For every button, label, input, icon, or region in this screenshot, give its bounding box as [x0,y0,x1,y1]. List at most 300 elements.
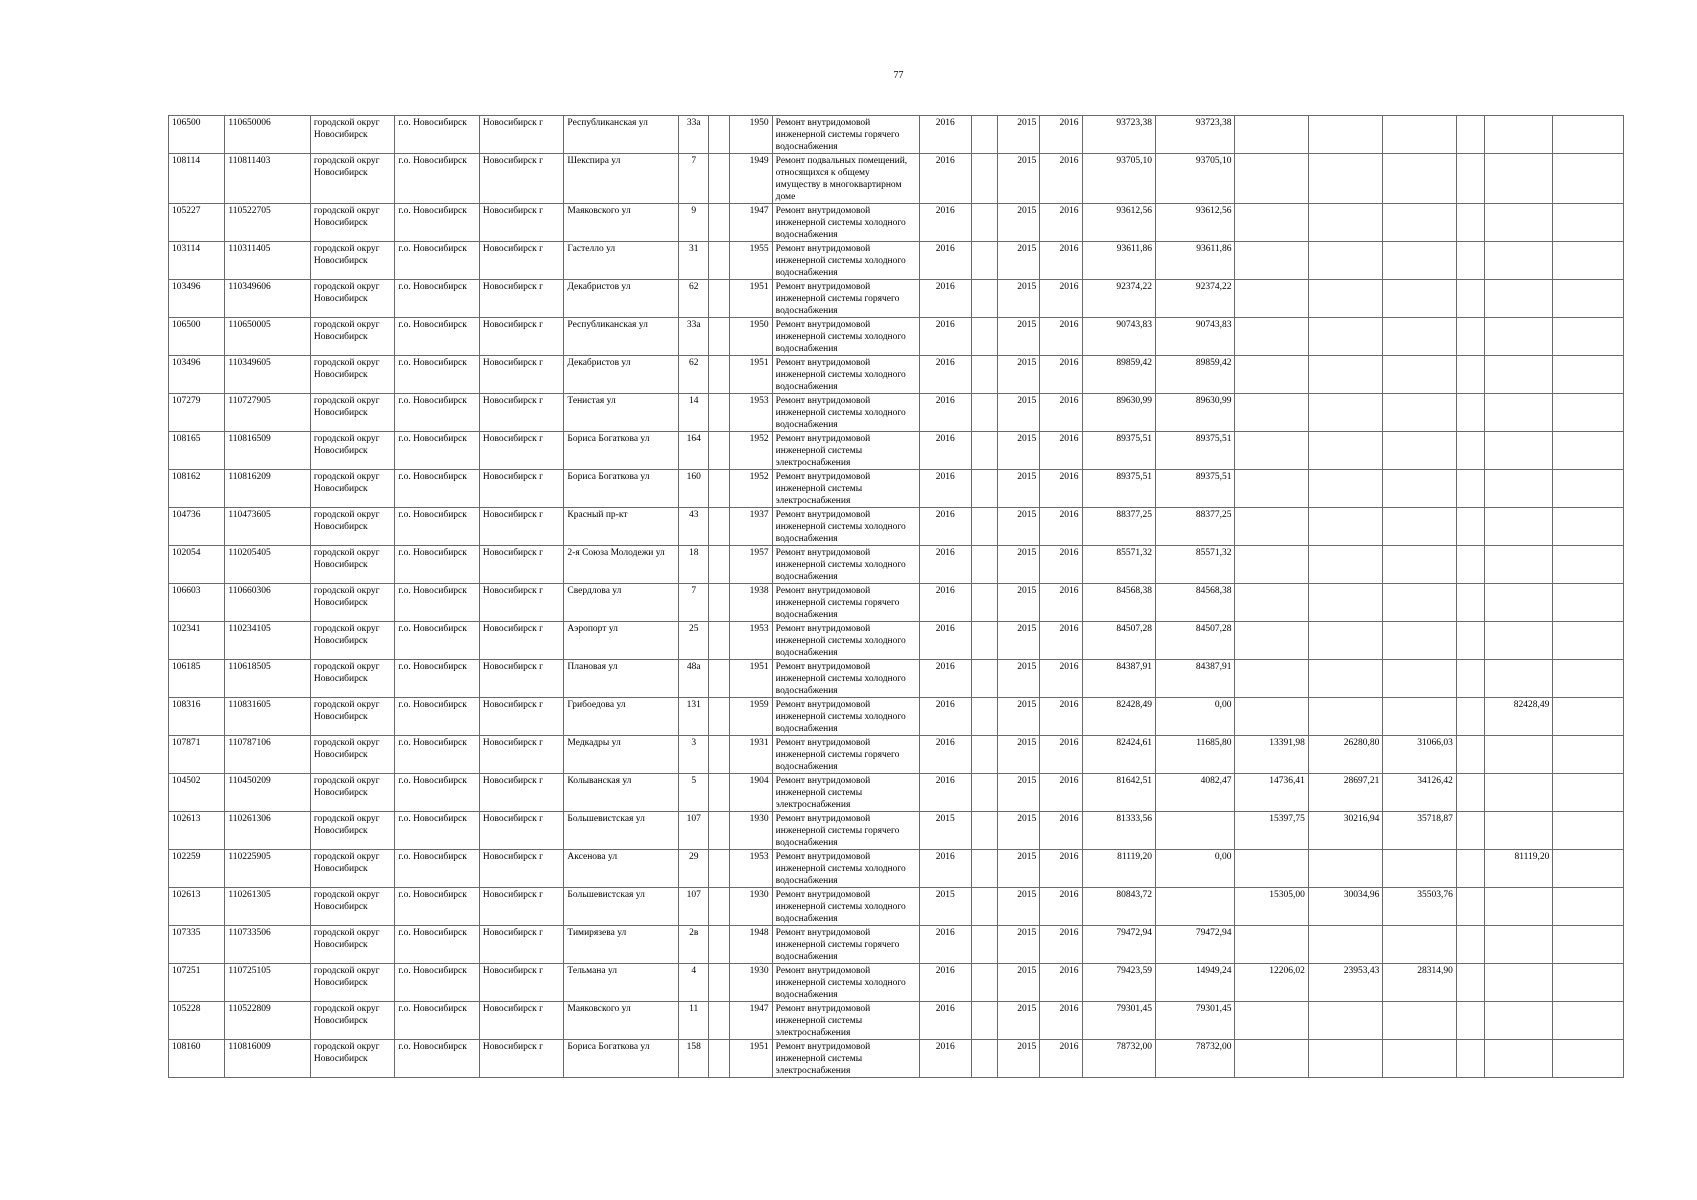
cell-blank-col-2 [1456,508,1484,546]
cell-budget-amount-2 [1308,116,1382,154]
cell-total-cost: 89375,51 [1082,432,1155,470]
cell-municipality: городской округ Новосибирск [310,584,395,622]
cell-extra-col [1553,584,1624,622]
cell-municipality: городской округ Новосибирск [310,116,395,154]
cell-build-year: 1948 [730,926,772,964]
cell-building-letter [709,280,730,318]
cell-plan-year: 2016 [919,546,971,584]
cell-budget-amount-2 [1308,584,1382,622]
cell-budget-amount-1 [1235,356,1308,394]
cell-build-year: 1951 [730,660,772,698]
cell-municipality: городской округ Новосибирск [310,660,395,698]
cell-build-year: 1951 [730,356,772,394]
cell-extra-col [1553,546,1624,584]
cell-period-end: 2016 [1040,116,1082,154]
cell-street: Декабристов ул [564,356,679,394]
cell-building-letter [709,204,730,242]
cell-fund-amount: 93705,10 [1155,154,1234,204]
cell-extra-col [1553,964,1624,1002]
table-row [169,926,1624,964]
cell-budget-amount-3 [1383,318,1456,356]
cell-blank-col-2 [1456,584,1484,622]
cell-budget-amount-3 [1383,204,1456,242]
cell-work-type: Ремонт внутридомовой инженерной системы холодного водоснабжения [772,394,919,432]
cell-blank-col-2 [1456,660,1484,698]
cell-budget-amount-2 [1308,470,1382,508]
cell-build-year: 1947 [730,204,772,242]
cell-municipality: городской округ Новосибирск [310,154,395,204]
cell-build-year: 1947 [730,1002,772,1040]
table-row [169,1040,1624,1078]
cell-municipality: городской округ Новосибирск [310,204,395,242]
cell-build-year: 1931 [730,736,772,774]
cell-budget-amount-1 [1235,660,1308,698]
cell-settlement: Новосибирск г [479,1040,564,1078]
cell-building-letter [709,394,730,432]
cell-settlement: Новосибирск г [479,508,564,546]
cell-total-cost: 93705,10 [1082,154,1155,204]
cell-budget-amount-1: 12206,02 [1235,964,1308,1002]
cell-municipal-unit: г.о. Новосибирск [395,660,480,698]
cell-street: Республиканская ул [564,116,679,154]
cell-building-letter [709,850,730,888]
cell-record-id: 106500 [169,318,225,356]
cell-build-year: 1952 [730,470,772,508]
cell-budget-amount-1 [1235,394,1308,432]
cell-blank-col-2 [1456,242,1484,280]
cell-fund-amount: 11685,80 [1155,736,1234,774]
cell-budget-amount-3 [1383,698,1456,736]
cell-blank-col [971,774,997,812]
cell-budget-amount-1: 14736,41 [1235,774,1308,812]
cell-period-end: 2016 [1040,318,1082,356]
cell-record-id: 102054 [169,546,225,584]
registry-body [169,116,1624,1078]
cell-settlement: Новосибирск г [479,736,564,774]
cell-municipal-unit: г.о. Новосибирск [395,1002,480,1040]
table-row [169,356,1624,394]
cell-house-code: 110787106 [225,736,311,774]
cell-record-id: 102341 [169,622,225,660]
cell-build-year: 1952 [730,432,772,470]
cell-period-end: 2016 [1040,280,1082,318]
cell-street: Тимирязева ул [564,926,679,964]
cell-house-number: 107 [679,888,709,926]
cell-blank-col-2 [1456,204,1484,242]
cell-house-number: 3 [679,736,709,774]
cell-budget-amount-1 [1235,546,1308,584]
cell-budget-amount-1 [1235,1002,1308,1040]
cell-municipal-unit: г.о. Новосибирск [395,926,480,964]
cell-extra-col [1553,318,1624,356]
cell-total-cost: 92374,22 [1082,280,1155,318]
cell-period-end: 2016 [1040,964,1082,1002]
cell-extra-col [1553,242,1624,280]
cell-owner-funds [1485,204,1553,242]
cell-record-id: 103496 [169,356,225,394]
cell-fund-amount: 88377,25 [1155,508,1234,546]
cell-record-id: 106185 [169,660,225,698]
cell-work-type: Ремонт подвальных помещений, относящихся к общему имуществу в многоквартирном доме [772,154,919,204]
cell-building-letter [709,508,730,546]
cell-period-start: 2015 [998,242,1040,280]
cell-period-start: 2015 [998,812,1040,850]
cell-record-id: 108160 [169,1040,225,1078]
cell-work-type: Ремонт внутридомовой инженерной системы горячего водоснабжения [772,736,919,774]
cell-work-type: Ремонт внутридомовой инженерной системы электроснабжения [772,470,919,508]
cell-period-end: 2016 [1040,242,1082,280]
cell-plan-year: 2016 [919,242,971,280]
cell-work-type: Ремонт внутридомовой инженерной системы холодного водоснабжения [772,622,919,660]
cell-work-type: Ремонт внутридомовой инженерной системы холодного водоснабжения [772,318,919,356]
cell-municipal-unit: г.о. Новосибирск [395,242,480,280]
cell-budget-amount-1 [1235,318,1308,356]
cell-extra-col [1553,1002,1624,1040]
cell-budget-amount-3 [1383,926,1456,964]
cell-period-start: 2015 [998,660,1040,698]
cell-blank-col [971,926,997,964]
cell-record-id: 104502 [169,774,225,812]
cell-work-type: Ремонт внутридомовой инженерной системы холодного водоснабжения [772,850,919,888]
cell-total-cost: 93723,38 [1082,116,1155,154]
cell-blank-col [971,432,997,470]
cell-work-type: Ремонт внутридомовой инженерной системы холодного водоснабжения [772,546,919,584]
table-row [169,546,1624,584]
cell-blank-col-2 [1456,318,1484,356]
cell-period-start: 2015 [998,622,1040,660]
cell-street: Бориса Богаткова ул [564,470,679,508]
cell-total-cost: 88377,25 [1082,508,1155,546]
cell-street: Медкадры ул [564,736,679,774]
cell-house-code: 110618505 [225,660,311,698]
cell-fund-amount: 84568,38 [1155,584,1234,622]
cell-plan-year: 2016 [919,1040,971,1078]
cell-blank-col-2 [1456,736,1484,774]
cell-period-start: 2015 [998,318,1040,356]
cell-build-year: 1904 [730,774,772,812]
cell-house-code: 110733506 [225,926,311,964]
cell-record-id: 104736 [169,508,225,546]
cell-street: Республиканская ул [564,318,679,356]
cell-municipal-unit: г.о. Новосибирск [395,470,480,508]
cell-fund-amount: 78732,00 [1155,1040,1234,1078]
cell-house-code: 110725105 [225,964,311,1002]
cell-settlement: Новосибирск г [479,394,564,432]
table-row [169,318,1624,356]
cell-house-number: 131 [679,698,709,736]
cell-street: Шекспира ул [564,154,679,204]
cell-period-start: 2015 [998,698,1040,736]
cell-fund-amount: 93723,38 [1155,116,1234,154]
cell-municipality: городской округ Новосибирск [310,1040,395,1078]
cell-budget-amount-3 [1383,584,1456,622]
cell-house-code: 110650006 [225,116,311,154]
cell-street: Маяковского ул [564,1002,679,1040]
cell-municipal-unit: г.о. Новосибирск [395,116,480,154]
cell-municipal-unit: г.о. Новосибирск [395,698,480,736]
cell-owner-funds [1485,116,1553,154]
cell-budget-amount-2 [1308,356,1382,394]
cell-period-start: 2015 [998,926,1040,964]
cell-period-end: 2016 [1040,470,1082,508]
cell-period-end: 2016 [1040,584,1082,622]
table-row [169,508,1624,546]
cell-total-cost: 85571,32 [1082,546,1155,584]
cell-municipality: городской округ Новосибирск [310,698,395,736]
cell-building-letter [709,318,730,356]
cell-extra-col [1553,470,1624,508]
cell-house-number: 29 [679,850,709,888]
cell-fund-amount: 89375,51 [1155,470,1234,508]
cell-period-start: 2015 [998,470,1040,508]
cell-budget-amount-3: 35503,76 [1383,888,1456,926]
cell-budget-amount-3 [1383,356,1456,394]
cell-plan-year: 2016 [919,964,971,1002]
cell-build-year: 1930 [730,964,772,1002]
cell-street: Плановая ул [564,660,679,698]
cell-fund-amount: 0,00 [1155,850,1234,888]
cell-plan-year: 2016 [919,280,971,318]
cell-house-code: 110349606 [225,280,311,318]
cell-extra-col [1553,356,1624,394]
table-row [169,116,1624,154]
cell-blank-col-2 [1456,964,1484,1002]
cell-house-code: 110660306 [225,584,311,622]
cell-period-start: 2015 [998,154,1040,204]
cell-build-year: 1953 [730,394,772,432]
cell-work-type: Ремонт внутридомовой инженерной системы электроснабжения [772,774,919,812]
cell-budget-amount-1: 15397,75 [1235,812,1308,850]
cell-house-number: 164 [679,432,709,470]
cell-building-letter [709,546,730,584]
cell-building-letter [709,926,730,964]
table-row [169,850,1624,888]
cell-budget-amount-1 [1235,116,1308,154]
cell-house-code: 110473605 [225,508,311,546]
cell-house-number: 9 [679,204,709,242]
cell-house-number: 7 [679,584,709,622]
cell-budget-amount-2 [1308,508,1382,546]
cell-budget-amount-3 [1383,546,1456,584]
cell-period-end: 2016 [1040,926,1082,964]
cell-blank-col-2 [1456,1040,1484,1078]
cell-blank-col [971,736,997,774]
cell-work-type: Ремонт внутридомовой инженерной системы холодного водоснабжения [772,888,919,926]
cell-house-number: 33а [679,318,709,356]
cell-house-code: 110205405 [225,546,311,584]
cell-total-cost: 79423,59 [1082,964,1155,1002]
cell-municipality: городской округ Новосибирск [310,812,395,850]
cell-total-cost: 78732,00 [1082,1040,1155,1078]
cell-work-type: Ремонт внутридомовой инженерной системы горячего водоснабжения [772,812,919,850]
cell-period-start: 2015 [998,204,1040,242]
cell-blank-col-2 [1456,888,1484,926]
table-row [169,432,1624,470]
cell-extra-col [1553,888,1624,926]
cell-budget-amount-3 [1383,470,1456,508]
cell-period-end: 2016 [1040,660,1082,698]
table-row [169,660,1624,698]
cell-building-letter [709,888,730,926]
cell-budget-amount-2: 30216,94 [1308,812,1382,850]
cell-extra-col [1553,736,1624,774]
cell-record-id: 102613 [169,812,225,850]
cell-owner-funds [1485,1040,1553,1078]
cell-work-type: Ремонт внутридомовой инженерной системы холодного водоснабжения [772,242,919,280]
cell-municipal-unit: г.о. Новосибирск [395,736,480,774]
cell-municipality: городской округ Новосибирск [310,432,395,470]
cell-street: Тенистая ул [564,394,679,432]
cell-record-id: 102259 [169,850,225,888]
cell-settlement: Новосибирск г [479,660,564,698]
cell-municipality: городской округ Новосибирск [310,318,395,356]
cell-blank-col [971,154,997,204]
cell-settlement: Новосибирск г [479,356,564,394]
cell-house-number: 107 [679,812,709,850]
cell-blank-col-2 [1456,926,1484,964]
cell-build-year: 1950 [730,116,772,154]
cell-budget-amount-1 [1235,926,1308,964]
cell-fund-amount: 14949,24 [1155,964,1234,1002]
cell-house-code: 110650005 [225,318,311,356]
cell-blank-col [971,888,997,926]
cell-building-letter [709,1040,730,1078]
cell-extra-col [1553,850,1624,888]
cell-settlement: Новосибирск г [479,546,564,584]
cell-extra-col [1553,926,1624,964]
cell-budget-amount-2 [1308,280,1382,318]
cell-build-year: 1951 [730,1040,772,1078]
cell-house-code: 110816009 [225,1040,311,1078]
cell-period-end: 2016 [1040,888,1082,926]
cell-building-letter [709,356,730,394]
cell-build-year: 1938 [730,584,772,622]
cell-fund-amount: 93612,56 [1155,204,1234,242]
cell-budget-amount-1 [1235,508,1308,546]
cell-total-cost: 79301,45 [1082,1002,1155,1040]
cell-work-type: Ремонт внутридомовой инженерной системы электроснабжения [772,1040,919,1078]
cell-plan-year: 2016 [919,698,971,736]
cell-build-year: 1930 [730,888,772,926]
cell-blank-col [971,698,997,736]
cell-plan-year: 2016 [919,1002,971,1040]
cell-settlement: Новосибирск г [479,964,564,1002]
cell-street: Колыванская ул [564,774,679,812]
cell-total-cost: 90743,83 [1082,318,1155,356]
cell-plan-year: 2016 [919,470,971,508]
cell-plan-year: 2016 [919,774,971,812]
cell-period-end: 2016 [1040,812,1082,850]
cell-municipal-unit: г.о. Новосибирск [395,356,480,394]
cell-building-letter [709,154,730,204]
cell-blank-col [971,318,997,356]
cell-budget-amount-1 [1235,584,1308,622]
cell-municipality: городской округ Новосибирск [310,356,395,394]
cell-period-start: 2015 [998,1002,1040,1040]
cell-building-letter [709,470,730,508]
cell-work-type: Ремонт внутридомовой инженерной системы горячего водоснабжения [772,584,919,622]
cell-owner-funds [1485,508,1553,546]
cell-blank-col [971,508,997,546]
cell-municipal-unit: г.о. Новосибирск [395,622,480,660]
cell-street: Гастелло ул [564,242,679,280]
cell-house-number: 160 [679,470,709,508]
cell-extra-col [1553,508,1624,546]
cell-owner-funds [1485,470,1553,508]
cell-budget-amount-2 [1308,242,1382,280]
cell-budget-amount-3: 28314,90 [1383,964,1456,1002]
cell-budget-amount-3: 31066,03 [1383,736,1456,774]
cell-house-number: 11 [679,1002,709,1040]
cell-building-letter [709,584,730,622]
cell-municipal-unit: г.о. Новосибирск [395,1040,480,1078]
cell-budget-amount-2: 26280,80 [1308,736,1382,774]
cell-municipal-unit: г.о. Новосибирск [395,584,480,622]
cell-house-number: 25 [679,622,709,660]
cell-budget-amount-3 [1383,154,1456,204]
cell-municipality: городской округ Новосибирск [310,850,395,888]
cell-building-letter [709,242,730,280]
cell-municipality: городской округ Новосибирск [310,508,395,546]
cell-house-code: 110727905 [225,394,311,432]
cell-record-id: 105228 [169,1002,225,1040]
cell-settlement: Новосибирск г [479,204,564,242]
cell-plan-year: 2016 [919,154,971,204]
cell-extra-col [1553,698,1624,736]
cell-build-year: 1949 [730,154,772,204]
cell-settlement: Новосибирск г [479,318,564,356]
cell-house-code: 110311405 [225,242,311,280]
page-number: 77 [893,70,904,81]
cell-budget-amount-3 [1383,1002,1456,1040]
cell-house-code: 110816509 [225,432,311,470]
cell-house-code: 110816209 [225,470,311,508]
cell-street: Грибоедова ул [564,698,679,736]
cell-blank-col-2 [1456,470,1484,508]
cell-blank-col [971,280,997,318]
cell-house-number: 62 [679,280,709,318]
cell-budget-amount-2 [1308,394,1382,432]
cell-municipal-unit: г.о. Новосибирск [395,774,480,812]
cell-blank-col-2 [1456,1002,1484,1040]
cell-budget-amount-1 [1235,432,1308,470]
cell-extra-col [1553,204,1624,242]
cell-period-start: 2015 [998,356,1040,394]
cell-owner-funds [1485,154,1553,204]
cell-budget-amount-3 [1383,116,1456,154]
cell-municipality: городской округ Новосибирск [310,888,395,926]
cell-period-end: 2016 [1040,622,1082,660]
cell-period-end: 2016 [1040,432,1082,470]
cell-owner-funds [1485,622,1553,660]
cell-build-year: 1950 [730,318,772,356]
cell-extra-col [1553,432,1624,470]
cell-build-year: 1937 [730,508,772,546]
cell-record-id: 103496 [169,280,225,318]
cell-blank-col-2 [1456,432,1484,470]
cell-work-type: Ремонт внутридомовой инженерной системы электроснабжения [772,1002,919,1040]
cell-period-start: 2015 [998,850,1040,888]
cell-total-cost: 84387,91 [1082,660,1155,698]
cell-budget-amount-1 [1235,470,1308,508]
cell-budget-amount-3 [1383,660,1456,698]
cell-blank-col-2 [1456,280,1484,318]
cell-record-id: 102613 [169,888,225,926]
cell-plan-year: 2016 [919,394,971,432]
cell-municipal-unit: г.о. Новосибирск [395,394,480,432]
cell-period-start: 2015 [998,584,1040,622]
cell-house-code: 110261306 [225,812,311,850]
